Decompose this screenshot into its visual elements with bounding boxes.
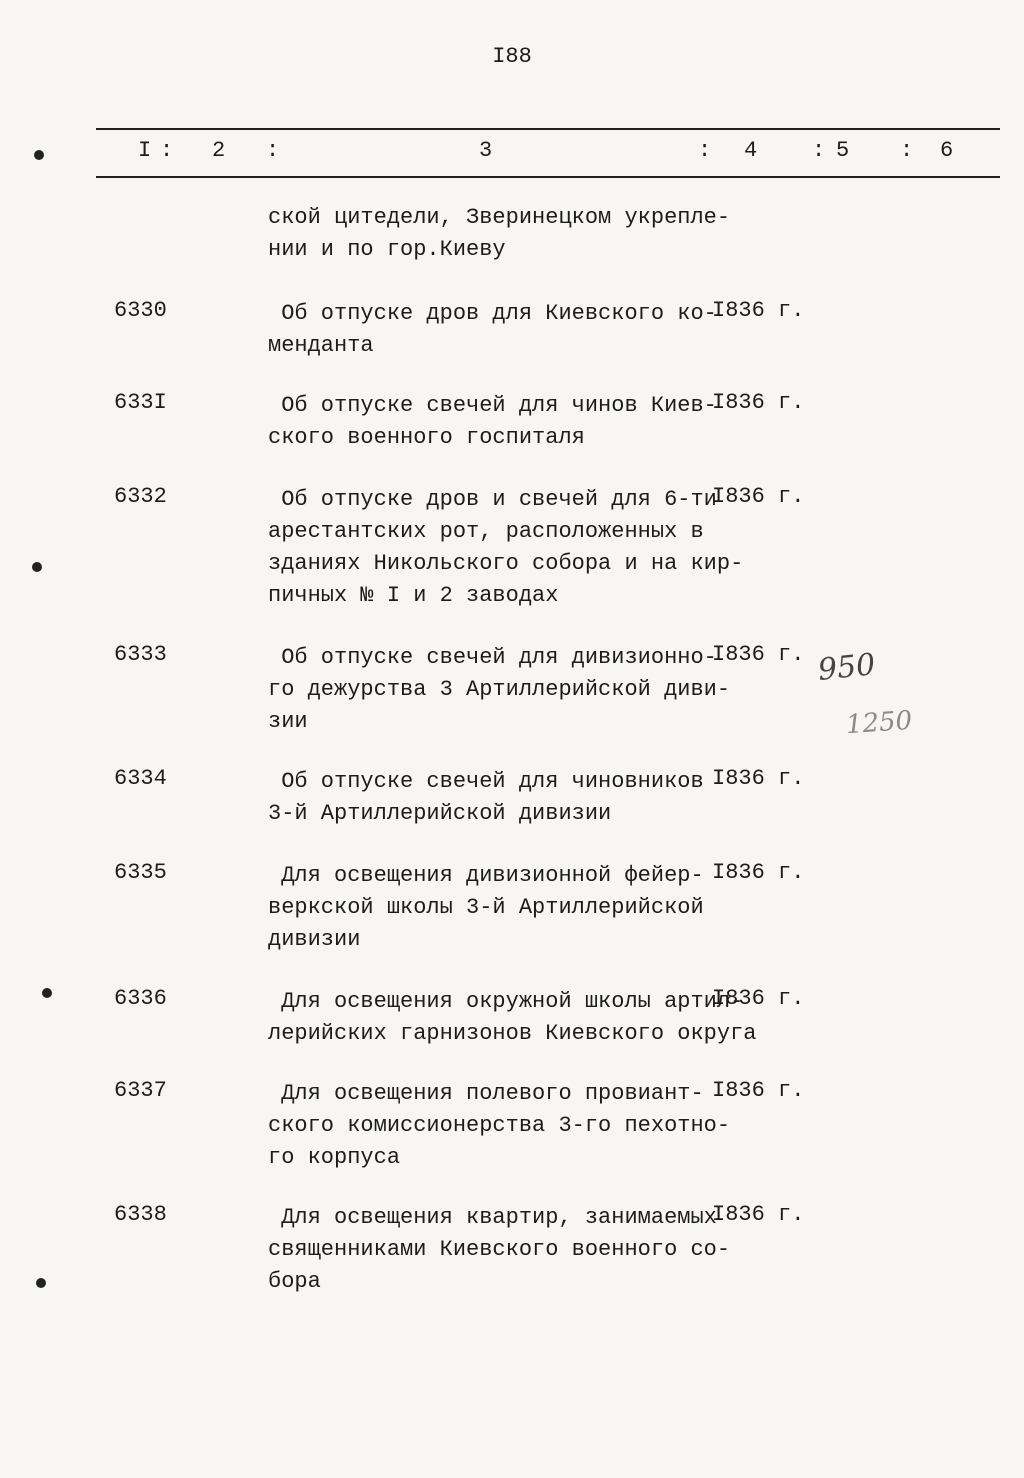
entry-number: 633I xyxy=(114,390,167,415)
binding-hole-mark xyxy=(34,150,44,160)
col-header-4: 4 xyxy=(744,138,758,163)
binding-hole-mark xyxy=(36,1278,46,1288)
entry-description: Для освещения квартир, занимаемых священниками Киевского военного со- бора xyxy=(268,1205,731,1294)
col-separator: : xyxy=(900,138,914,163)
entry-number: 6333 xyxy=(114,642,167,667)
entry-year: I836 г. xyxy=(712,1202,805,1227)
entry-year: I836 г. xyxy=(712,642,805,667)
col-header-6: 6 xyxy=(940,138,954,163)
entry-year: I836 г. xyxy=(712,298,805,323)
entry-description: Для освещения полевого провиант- ского комиссионерства 3-го пехотно- го корпуса xyxy=(268,1081,731,1170)
col-header-2: 2 xyxy=(212,138,226,163)
entry-number: 6332 xyxy=(114,484,167,509)
entry-number: 6334 xyxy=(114,766,167,791)
entry-year: I836 г. xyxy=(712,484,805,509)
binding-hole-mark xyxy=(42,988,52,998)
entry-year: I836 г. xyxy=(712,986,805,1011)
col-separator: : xyxy=(266,138,280,163)
binding-hole-mark xyxy=(32,562,42,572)
entry-description: Об отпуске дров для Киевского ко- менданта xyxy=(268,301,717,358)
col-header-5: 5 xyxy=(836,138,850,163)
col-separator: : xyxy=(160,138,174,163)
entry-year: I836 г. xyxy=(712,766,805,791)
entry-description: Об отпуске свечей для дивизионно- го дежурства 3 Артиллерийской диви- зии xyxy=(268,645,731,734)
entry-description: Для освещения дивизионной фейер- веркской школы 3-й Артиллерийской дивизии xyxy=(268,863,704,952)
entry-number: 6330 xyxy=(114,298,167,323)
entry-description: Об отпуске свечей для чиновников 3-й Артиллерийской дивизии xyxy=(268,769,704,826)
entry-description: Для освещения окружной школы артил- лерийских гарнизонов Киевского округа xyxy=(268,989,757,1046)
col-separator: : xyxy=(812,138,826,163)
header-rule-top xyxy=(96,128,1000,130)
entry-year: I836 г. xyxy=(712,1078,805,1103)
entry-description: Об отпуске свечей для чинов Киев- ского военного госпиталя xyxy=(268,393,717,450)
entry-number: 6338 xyxy=(114,1202,167,1227)
margin-note: 950 xyxy=(816,647,877,688)
entry-year: I836 г. xyxy=(712,390,805,415)
entry-number: 6336 xyxy=(114,986,167,1011)
col-header-3: 3 xyxy=(479,138,493,163)
entry-year: I836 г. xyxy=(712,860,805,885)
page-number: I88 xyxy=(492,44,532,69)
col-header-1: I xyxy=(138,138,152,163)
continuation-text: ской цитедели, Зверинецком укрепле- нии и по гор.Киеву xyxy=(268,205,731,262)
header-rule-bottom xyxy=(96,176,1000,178)
margin-note: 1250 xyxy=(845,705,914,741)
entry-number: 6335 xyxy=(114,860,167,885)
entry-description: Об отпуске дров и свечей для 6-ти арестантских рот, расположенных в зданиях Никольского собора и на кир- пичных № I и 2 заводах xyxy=(268,487,744,608)
col-separator: : xyxy=(698,138,712,163)
entry-number: 6337 xyxy=(114,1078,167,1103)
